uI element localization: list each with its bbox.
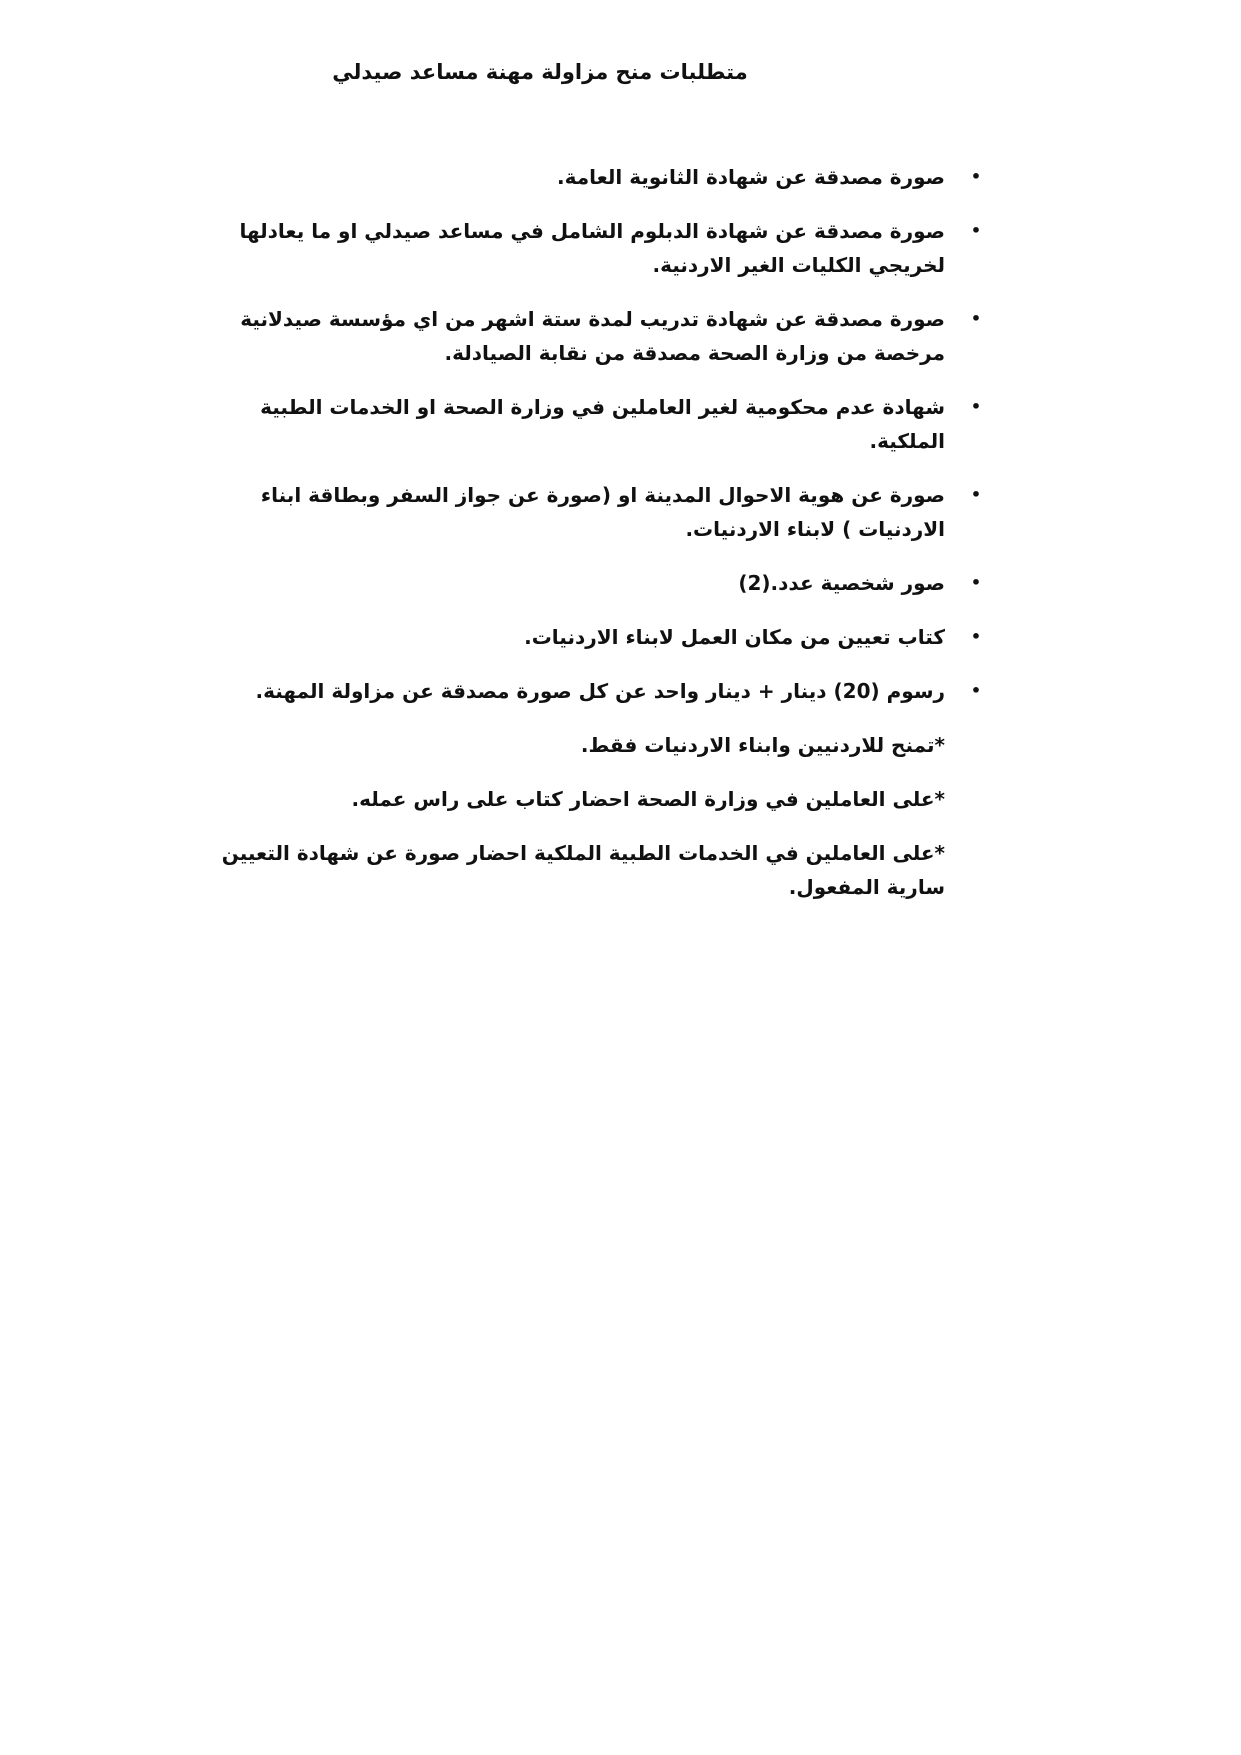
requirement-text: صورة عن هوية الاحوال المدينة او (صورة عن جواز السفر وبطاقة ابناء الاردنيات ) لابناء الاردنيات. <box>260 483 945 541</box>
note-text: *على العاملين في وزارة الصحة احضار كتاب على راس عمله. <box>351 787 945 811</box>
requirement-item <box>190 478 982 546</box>
requirement-text: كتاب تعيين من مكان العمل لابناء الاردنيات. <box>524 625 945 649</box>
requirement-item <box>190 302 982 370</box>
bullet-icon: • <box>970 681 982 700</box>
bullet-icon: • <box>970 221 982 240</box>
requirement-text: صورة مصدقة عن شهادة تدريب لمدة ستة اشهر من اي مؤسسة صيدلانية مرخصة من وزارة الصحة مصدقة من نقابة الصيادلة. <box>240 307 945 365</box>
document-title: متطلبات منح مزاولة مهنة مساعد صيدلي <box>332 60 748 84</box>
requirement-item <box>190 566 982 600</box>
requirement-item <box>190 214 982 282</box>
bullet-icon: • <box>970 397 982 416</box>
bullet-icon: • <box>970 309 982 328</box>
bullet-icon: • <box>970 485 982 504</box>
requirement-text: رسوم (20) دينار + دينار واحد عن كل صورة مصدقة عن مزاولة المهنة. <box>255 679 945 703</box>
note-text: *على العاملين في الخدمات الطبية الملكية احضار صورة عن شهادة التعيين سارية المفعول. <box>221 841 945 899</box>
requirement-item <box>190 620 982 654</box>
requirement-item <box>190 160 982 194</box>
requirement-text: شهادة عدم محكومية لغير العاملين في وزارة الصحة او الخدمات الطبية الملكية. <box>260 395 945 453</box>
requirement-text: صورة مصدقة عن شهادة الدبلوم الشامل في مساعد صيدلي او ما يعادلها لخريجي الكليات الغير الاردنية. <box>239 219 945 277</box>
bullet-icon: • <box>970 627 982 646</box>
document-body <box>190 160 982 904</box>
bullet-icon: • <box>970 573 982 592</box>
requirement-text: صور شخصية عدد.(2) <box>738 571 945 595</box>
requirement-item <box>190 390 982 458</box>
requirements-list <box>190 160 982 708</box>
bullet-icon: • <box>970 167 982 186</box>
requirement-text: صورة مصدقة عن شهادة الثانوية العامة. <box>557 165 945 189</box>
requirement-item <box>190 674 982 708</box>
note-text: *تمنح للاردنيين وابناء الاردنيات فقط. <box>580 733 945 757</box>
